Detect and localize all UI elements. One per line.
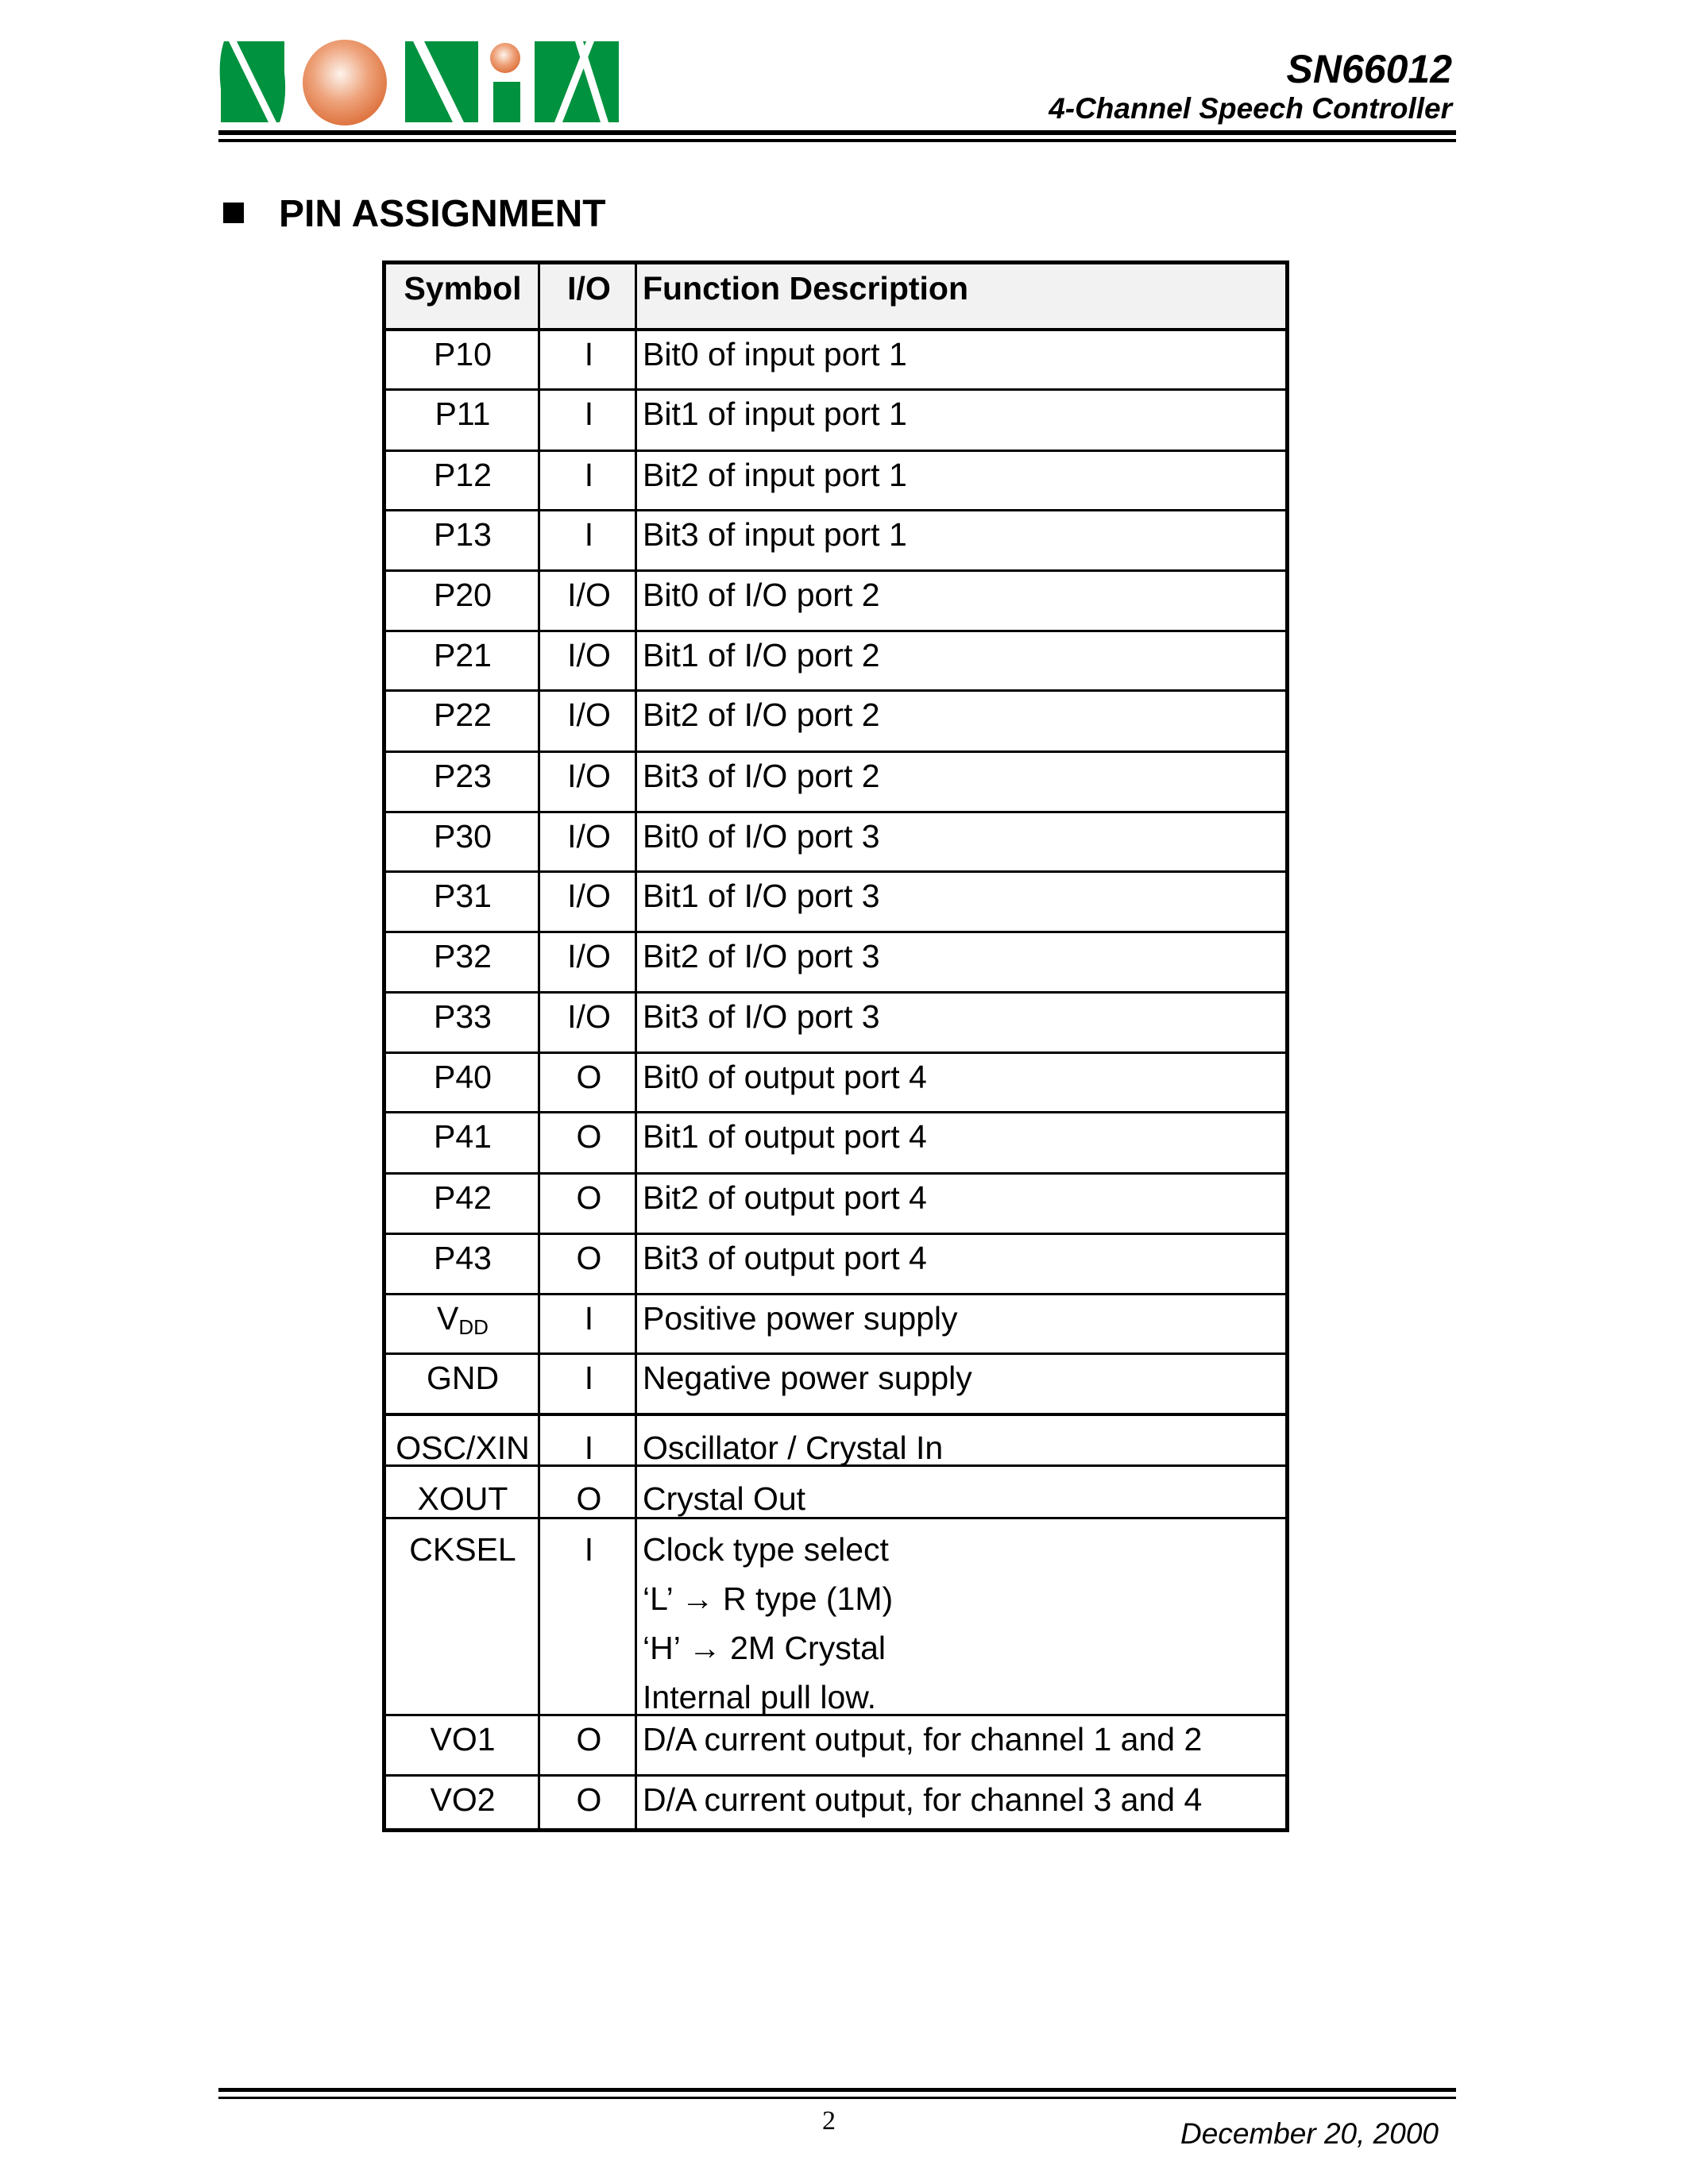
table-row (386, 689, 1285, 751)
pin-assignment-table (382, 260, 1289, 1832)
pin-symbol-text: P30 (434, 818, 492, 855)
document-subtitle: 4-Channel Speech Controller (1049, 92, 1452, 125)
pin-io: I (584, 396, 594, 432)
table-row (386, 1293, 1285, 1352)
pin-description: Bit0 of output port 4 (643, 1059, 927, 1095)
column-divider (538, 264, 540, 1828)
pin-io: O (576, 1781, 602, 1818)
pin-symbol-text: P12 (434, 457, 492, 493)
pin-symbol (386, 1361, 539, 1395)
pin-symbol (386, 940, 539, 973)
pin-description: Bit1 of I/O port 3 (643, 878, 880, 914)
pin-io: I (584, 1430, 594, 1466)
section-title: PIN ASSIGNMENT (279, 193, 606, 235)
table-row (386, 1233, 1285, 1293)
pin-symbol (386, 518, 539, 551)
table-row (386, 388, 1285, 450)
part-number: SN66012 (1286, 47, 1452, 91)
pin-io: I/O (567, 818, 611, 855)
pin-description: Bit1 of input port 1 (643, 396, 907, 432)
pin-description: Oscillator / Crystal In (643, 1430, 944, 1466)
header-rule-thin (218, 139, 1456, 142)
table-row (386, 811, 1285, 870)
header-rule-thick (218, 130, 1456, 135)
pin-symbol (386, 458, 539, 492)
footer-rule-thin (218, 2097, 1456, 2099)
pin-symbol (386, 759, 539, 793)
pin-io: I (584, 336, 594, 372)
pin-io: I (584, 1300, 594, 1337)
pin-description: D/A current output, for channel 3 and 4 (643, 1781, 1203, 1818)
pin-io: I/O (567, 577, 611, 613)
pin-symbol (386, 1533, 539, 1566)
pin-io: O (576, 1480, 602, 1517)
pin-description: Bit0 of I/O port 3 (643, 818, 880, 855)
pin-description: ‘L’ → R type (1M) (643, 1580, 894, 1617)
pin-symbol (386, 1000, 539, 1033)
pin-description: Bit0 of I/O port 2 (643, 577, 880, 613)
pin-symbol (386, 639, 539, 672)
pin-symbol-text: VO2 (430, 1781, 496, 1818)
pin-symbol (386, 1241, 539, 1275)
page-number: 2 (822, 2106, 836, 2136)
pin-description: Bit2 of input port 1 (643, 457, 907, 493)
pin-description: Bit2 of I/O port 2 (643, 696, 880, 733)
pin-symbol (386, 1482, 539, 1515)
pin-symbol (386, 578, 539, 612)
pin-symbol (386, 1723, 539, 1756)
pin-symbol-text: V (437, 1300, 459, 1337)
pin-symbol-text: XOUT (417, 1480, 508, 1517)
pin-symbol (386, 698, 539, 731)
pin-symbol (386, 879, 539, 913)
pin-symbol (386, 1431, 539, 1464)
table-row (386, 1111, 1285, 1172)
pin-io: I/O (567, 758, 611, 794)
pin-description: Bit3 of output port 4 (643, 1240, 927, 1276)
pin-symbol-text: GND (426, 1360, 500, 1396)
pin-symbol-text: P31 (434, 878, 492, 914)
pin-description: Bit3 of I/O port 2 (643, 758, 880, 794)
pin-symbol-text: P33 (434, 998, 492, 1035)
pin-symbol (386, 338, 539, 371)
pin-symbol (386, 1060, 539, 1094)
section-bullet-icon (223, 203, 244, 223)
table-header-row (386, 264, 1285, 328)
table-row (386, 1714, 1285, 1774)
table-row (386, 991, 1285, 1051)
pin-symbol-text: P32 (434, 938, 492, 974)
pin-description: Bit0 of input port 1 (643, 336, 907, 372)
table-row (386, 1051, 1285, 1111)
table-row (386, 450, 1285, 509)
pin-symbol-text: P21 (434, 637, 492, 673)
pin-io: I (584, 516, 594, 553)
table-row (386, 1413, 1285, 1464)
document-date: December 20, 2000 (1180, 2117, 1439, 2150)
table-row (386, 751, 1285, 811)
pin-description: Crystal Out (643, 1480, 806, 1517)
sonix-logo (216, 37, 623, 127)
pin-symbol-text: P20 (434, 577, 492, 613)
pin-io: O (576, 1059, 602, 1095)
table-row (386, 1464, 1285, 1517)
pin-description: Bit2 of output port 4 (643, 1179, 927, 1216)
pin-io: O (576, 1240, 602, 1276)
pin-symbol-text: P13 (434, 516, 492, 553)
pin-symbol-text: P43 (434, 1240, 492, 1276)
pin-description: Negative power supply (643, 1360, 972, 1396)
pin-symbol (386, 820, 539, 853)
pin-symbol-text: P41 (434, 1118, 492, 1155)
table-row (386, 509, 1285, 569)
pin-symbol-text: OSC/XIN (396, 1430, 530, 1466)
pin-symbol-text: CKSEL (409, 1531, 516, 1568)
pin-io: I (584, 1360, 594, 1396)
pin-symbol-text: P22 (434, 696, 492, 733)
pin-symbol (386, 1181, 539, 1214)
pin-symbol-text: P10 (434, 336, 492, 372)
table-row (386, 1172, 1285, 1233)
pin-symbol-text: P11 (435, 396, 491, 432)
pin-symbol-text: VO1 (430, 1721, 496, 1758)
pin-description: D/A current output, for channel 1 and 2 (643, 1721, 1203, 1758)
pin-io: I/O (567, 637, 611, 673)
pin-symbol (386, 1783, 539, 1816)
pin-symbol-text: P42 (434, 1179, 492, 1216)
pin-description: ‘H’ → 2M Crystal (643, 1630, 886, 1666)
column-divider (635, 264, 637, 1828)
table-row (386, 870, 1285, 931)
table-row (386, 630, 1285, 689)
pin-symbol-text: P40 (434, 1059, 492, 1095)
pin-symbol (386, 1120, 539, 1153)
pin-symbol-subscript: DD (458, 1315, 489, 1339)
table-row (386, 1352, 1285, 1413)
pin-description: Bit3 of I/O port 3 (643, 998, 880, 1035)
pin-io: O (576, 1721, 602, 1758)
pin-description: Positive power supply (643, 1300, 958, 1337)
pin-io: I/O (567, 998, 611, 1035)
table-row (386, 569, 1285, 630)
pin-io: I/O (567, 878, 611, 914)
pin-description: Clock type select (643, 1531, 889, 1568)
table-row (386, 1517, 1285, 1714)
pin-io: I (584, 457, 594, 493)
table-row (386, 328, 1285, 388)
pin-symbol (386, 1302, 539, 1344)
pin-symbol-text: P23 (434, 758, 492, 794)
table-row (386, 931, 1285, 991)
column-header-symbol: Symbol (404, 270, 522, 307)
footer-rule-thick (218, 2088, 1456, 2092)
pin-io: O (576, 1118, 602, 1155)
pin-io: I/O (567, 938, 611, 974)
pin-io: I (584, 1531, 594, 1568)
pin-description: Bit1 of output port 4 (643, 1118, 927, 1155)
table-row (386, 1774, 1285, 1836)
column-header-description: Function Description (643, 270, 968, 307)
pin-io: I/O (567, 696, 611, 733)
pin-symbol (386, 397, 539, 430)
pin-io: O (576, 1179, 602, 1216)
pin-description: Bit2 of I/O port 3 (643, 938, 880, 974)
column-header-io: I/O (567, 270, 611, 307)
pin-description: Internal pull low. (643, 1679, 877, 1715)
pin-description: Bit1 of I/O port 2 (643, 637, 880, 673)
pin-description: Bit3 of input port 1 (643, 516, 907, 553)
